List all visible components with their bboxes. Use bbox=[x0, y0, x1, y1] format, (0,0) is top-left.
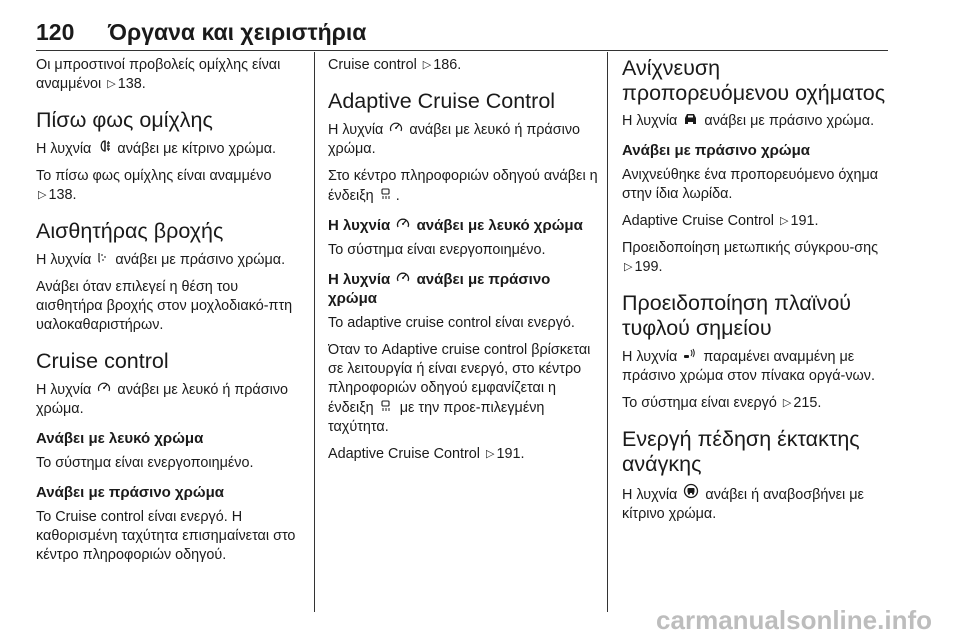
page-header bbox=[36, 14, 888, 51]
acc-white-text: Το σύστημα είναι ενεργοποιημένο. bbox=[328, 242, 546, 258]
emergency-brake-icon bbox=[683, 483, 699, 499]
rear-fog-light-icon bbox=[97, 139, 111, 153]
rain-sensor-icon bbox=[97, 250, 109, 264]
rear-fog-heading: Πίσω φως ομίχλης bbox=[36, 108, 213, 132]
emergency-brake-heading: Ενεργή πέδηση έκτακτης ανάγκης bbox=[622, 427, 860, 476]
rear-fog-status-text: Το πίσω φως ομίχλης είναι αναμμένο ▷ 138. bbox=[36, 168, 272, 203]
rain-sensor-lamp-text: Η λυχνία ανάβει με πράσινο χρώμα. bbox=[36, 252, 286, 268]
blind-spot-icon bbox=[683, 347, 697, 361]
ref-arrow-icon: ▷ bbox=[782, 397, 792, 409]
cruise-lamp-text: Η λυχνία ανάβει με λευκό ή πράσινο χρώμα. bbox=[36, 382, 289, 417]
ref-arrow-icon: ▷ bbox=[779, 215, 789, 227]
blind-spot-status-text: Το σύστημα είναι ενεργό ▷ 215. bbox=[622, 395, 822, 411]
acc-lamp-text: Η λυχνία ανάβει με λευκό ή πράσινο χρώμα. bbox=[328, 122, 581, 157]
cruise-white-text: Το σύστημα είναι ενεργοποιημένο. bbox=[36, 455, 254, 471]
emergency-brake-lamp-text: Η λυχνία ανάβει ή αναβοσβήνει με κίτρινο χρώμα. bbox=[622, 483, 892, 524]
vehicle-ahead-icon bbox=[683, 112, 698, 125]
column-divider bbox=[607, 52, 608, 612]
column-3 bbox=[622, 52, 892, 612]
vehicle-ahead-heading: Ανίχνευση προπορευόμενου οχήματος bbox=[622, 56, 886, 105]
vehicle-ahead-icon bbox=[380, 398, 394, 412]
ref-arrow-icon: ▷ bbox=[624, 261, 633, 273]
column-1 bbox=[36, 52, 306, 612]
page-number: 120 bbox=[36, 18, 75, 45]
acc-ref-text: Adaptive Cruise Control ▷ 191. bbox=[622, 213, 819, 229]
cruise-green-text: Το Cruise control είναι ενεργό. Η καθορισμένη ταχύτητα επισημαίνεται στο κέντρο πληροφοριών οδηγού. bbox=[36, 509, 296, 563]
page-ref-link[interactable]: ▷ 138. bbox=[107, 76, 146, 92]
collision-ref-text: Προειδοποίηση μετωπικής σύγκρου-σης ▷ 199. bbox=[622, 240, 879, 275]
cruise-control-icon bbox=[97, 380, 111, 394]
cruise-control-icon bbox=[396, 216, 410, 230]
acc-green-text: Το adaptive cruise control είναι ενεργό. bbox=[328, 315, 575, 331]
acc-dic-text: Στο κέντρο πληροφοριών οδηγού ανάβει η ένδειξη . bbox=[328, 168, 598, 204]
cruise-white-heading: Ανάβει με λευκό χρώμα bbox=[36, 430, 204, 447]
vehicle-ahead-icon bbox=[380, 186, 394, 200]
rain-sensor-heading: Αισθητήρας βροχής bbox=[36, 219, 224, 243]
vehicle-ahead-green-heading: Ανάβει με πράσινο χρώμα bbox=[622, 142, 810, 159]
blind-spot-lamp-text: Η λυχνία παραμένει αναμμένη με πράσινο χρώμα στον πίνακα οργά-νων. bbox=[622, 349, 875, 384]
ref-arrow-icon: ▷ bbox=[107, 78, 116, 90]
page-ref-link[interactable]: ▷ 138. bbox=[38, 187, 77, 203]
rain-sensor-desc: Ανάβει όταν επιλεγεί η θέση του αισθητήρα βροχής στον μοχλοδιακό-πτη υαλοκαθαριστήρων. bbox=[36, 279, 293, 333]
page-ref-link[interactable]: ▷ 191. bbox=[485, 446, 525, 462]
blind-spot-heading: Προειδοποίηση πλαϊνού τυφλού σημείου bbox=[622, 291, 852, 340]
vehicle-ahead-lamp-text: Η λυχνία ανάβει με πράσινο χρώμα. bbox=[622, 113, 875, 129]
vehicle-ahead-green-text: Ανιχνεύθηκε ένα προπορευόμενο όχημα στην ίδια λωρίδα. bbox=[622, 167, 879, 202]
chapter-title: Όργανα και χειριστήρια bbox=[108, 18, 367, 45]
ref-arrow-icon: ▷ bbox=[485, 448, 495, 460]
cruise-ref-text: Cruise control ▷ 186. bbox=[328, 57, 462, 73]
page-ref-link[interactable]: ▷ 199. bbox=[624, 259, 663, 275]
cruise-control-heading: Cruise control bbox=[36, 349, 169, 373]
acc-white-heading: Η λυχνία ανάβει με λευκό χρώμα bbox=[328, 217, 583, 234]
page-ref-link[interactable]: ▷ 215. bbox=[782, 395, 822, 411]
acc-ref-text: Adaptive Cruise Control ▷ 191. bbox=[328, 446, 525, 462]
acc-green-heading: Η λυχνία ανάβει με πράσινο χρώμα bbox=[328, 271, 551, 307]
cruise-control-icon bbox=[396, 270, 410, 284]
watermark: carmanualsonline.info bbox=[656, 605, 932, 635]
front-fog-text: Οι μπροστινοί προβολείς ομίχλης είναι αναμμένοι ▷ 138. bbox=[36, 57, 281, 92]
column-2 bbox=[328, 52, 598, 612]
acc-heading: Adaptive Cruise Control bbox=[328, 89, 556, 113]
page-ref-link[interactable]: ▷ 191. bbox=[779, 213, 819, 229]
ref-arrow-icon: ▷ bbox=[422, 59, 432, 71]
page-ref-link[interactable]: ▷ 186. bbox=[422, 57, 462, 73]
rear-fog-lamp-text: Η λυχνία ανάβει με κίτρινο χρώμα. bbox=[36, 141, 277, 157]
ref-arrow-icon: ▷ bbox=[38, 189, 47, 201]
column-divider bbox=[314, 52, 315, 612]
acc-active-text: Όταν το Adaptive cruise control βρίσκεται σε λειτουργία ή είναι ενεργό, στο κέντρο πληροφοριών οδηγού εμφανίζεται η ένδειξη με την προε-πιλεγμένη ταχύτητα. bbox=[328, 342, 591, 435]
cruise-green-heading: Ανάβει με πράσινο χρώμα bbox=[36, 484, 224, 501]
cruise-control-icon bbox=[389, 120, 403, 134]
